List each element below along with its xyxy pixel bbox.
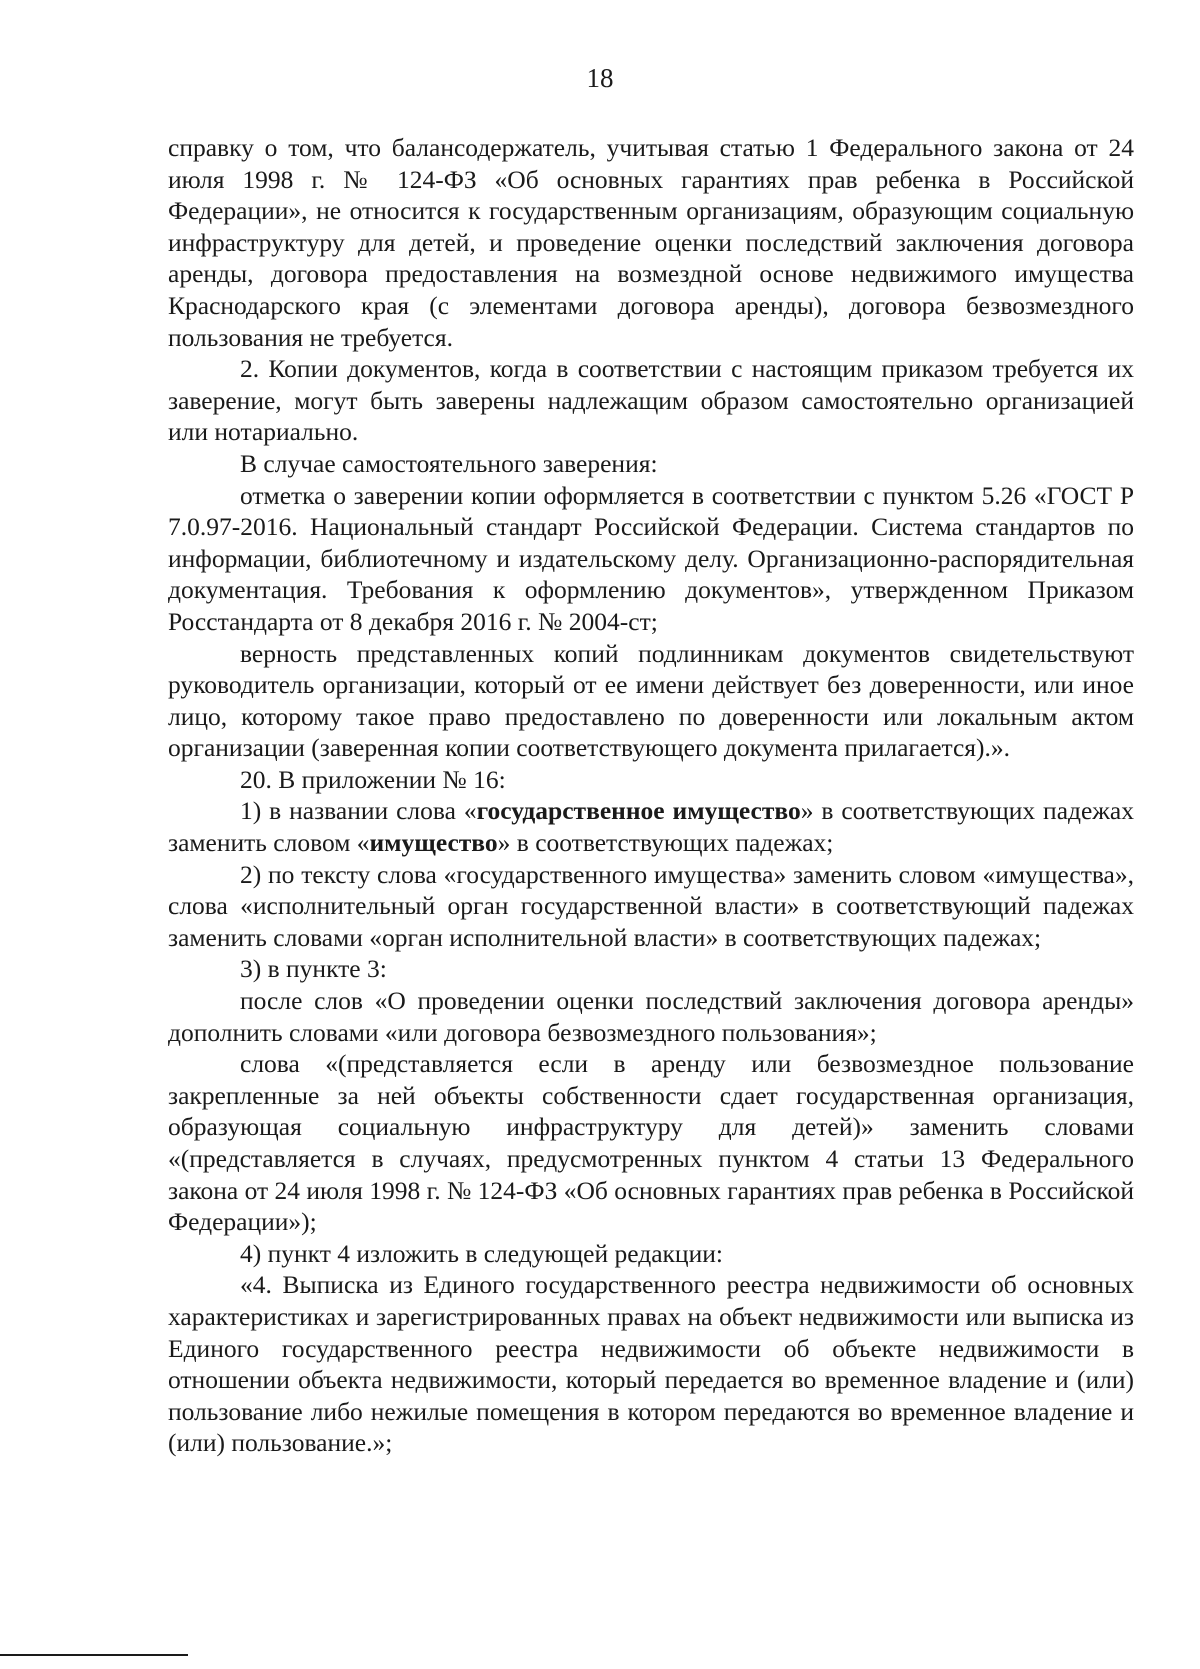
paragraph: слова «(представляется если в аренду или безвозмездное пользование закрепленные за ней объекты собственности сдает государственная организация, образующая социальную инфраструктуру для детей)» заменить словами «(представляется в случаях, предусмотренных пунктом 4 статьи 13 Федерального закона от 24 июля 1998 г. № 124-ФЗ «Об основных гарантиях прав ребенка в Российской Федерации»);: [168, 1049, 1134, 1237]
paragraph-text-part: 1) в названии слова «: [240, 796, 477, 826]
page-edge-rule: [0, 1654, 188, 1656]
paragraph-text-part: » в соответствующих падежах;: [497, 828, 834, 858]
paragraph: 3) в пункте 3:: [240, 954, 387, 984]
bold-term: имущество: [369, 828, 498, 858]
page-number: 18: [586, 63, 614, 93]
paragraph: 2. Копии документов, когда в соответствии с настоящим приказом требуется их заверение, могут быть заверены надлежащим образом самостоятельно организацией или нотариально.: [168, 354, 1134, 447]
paragraph: В случае самостоятельного заверения:: [240, 448, 658, 478]
paragraph: 2) по тексту слова «государственного имущества» заменить словом «имущества», слова «исполнительный орган государственной власти» в соответствующий падежах заменить словами «орган исполнительной власти» в соответствующих падежах;: [168, 859, 1134, 952]
paragraph-text-part: » в соответствующих падежах заменить словом «: [168, 796, 1134, 858]
paragraph: справку о том, что балансодержатель, учитывая статью 1 Федерального закона от 24 июля 1998 г. № 124-ФЗ «Об основных гарантиях прав ребенка в Российской Федерации», не относится к государственным организациям, образующим социальную инфраструктуру для детей, и проведение оценки последствий заключения договора аренды, договора предоставления на возмездной основе недвижимого имущества Краснодарского края (с элементами договора аренды), договора безвозмездного пользования не требуется.: [168, 133, 1134, 352]
paragraph: после слов «О проведении оценки последствий заключения договора аренды» дополнить словами «или договора безвозмездного пользования»;: [168, 986, 1134, 1047]
paragraph: отметка о заверении копии оформляется в соответствии с пунктом 5.26 «ГОСТ Р 7.0.97-2016. Национальный стандарт Российской Федерации. Система стандартов по информации, библиотечному и издательскому делу. Организационно-распорядительная документация. Требования к оформлению документов», утвержденном Приказом Росстандарта от 8 декабря 2016 г. № 2004-ст;: [168, 480, 1134, 636]
paragraph: «4. Выписка из Единого государственного реестра недвижимости об основных характеристиках и зарегистрированных правах на объект недвижимости или выписка из Единого государственного реестра недвижимости об объекте недвижимости в отношении объекта недвижимости, который передается во временное владение и (или) пользование либо нежилые помещения в котором передаются во временное владение и (или) пользование.»;: [168, 1270, 1134, 1458]
document-body: [168, 132, 1134, 1459]
paragraph: 4) пункт 4 изложить в следующей редакции:: [240, 1238, 723, 1268]
paragraph: 20. В приложении № 16:: [240, 764, 506, 794]
bold-term: государственное имущество: [476, 796, 801, 826]
paragraph-with-bold-terms: [168, 795, 1134, 858]
paragraph: верность представленных копий подлинникам документов свидетельствуют руководитель организации, который от ее имени действует без доверенности, или иное лицо, которому такое право предоставлено по доверенности или локальным актом организации (заверенная копии соответствующего документа прилагается).».: [168, 638, 1134, 763]
